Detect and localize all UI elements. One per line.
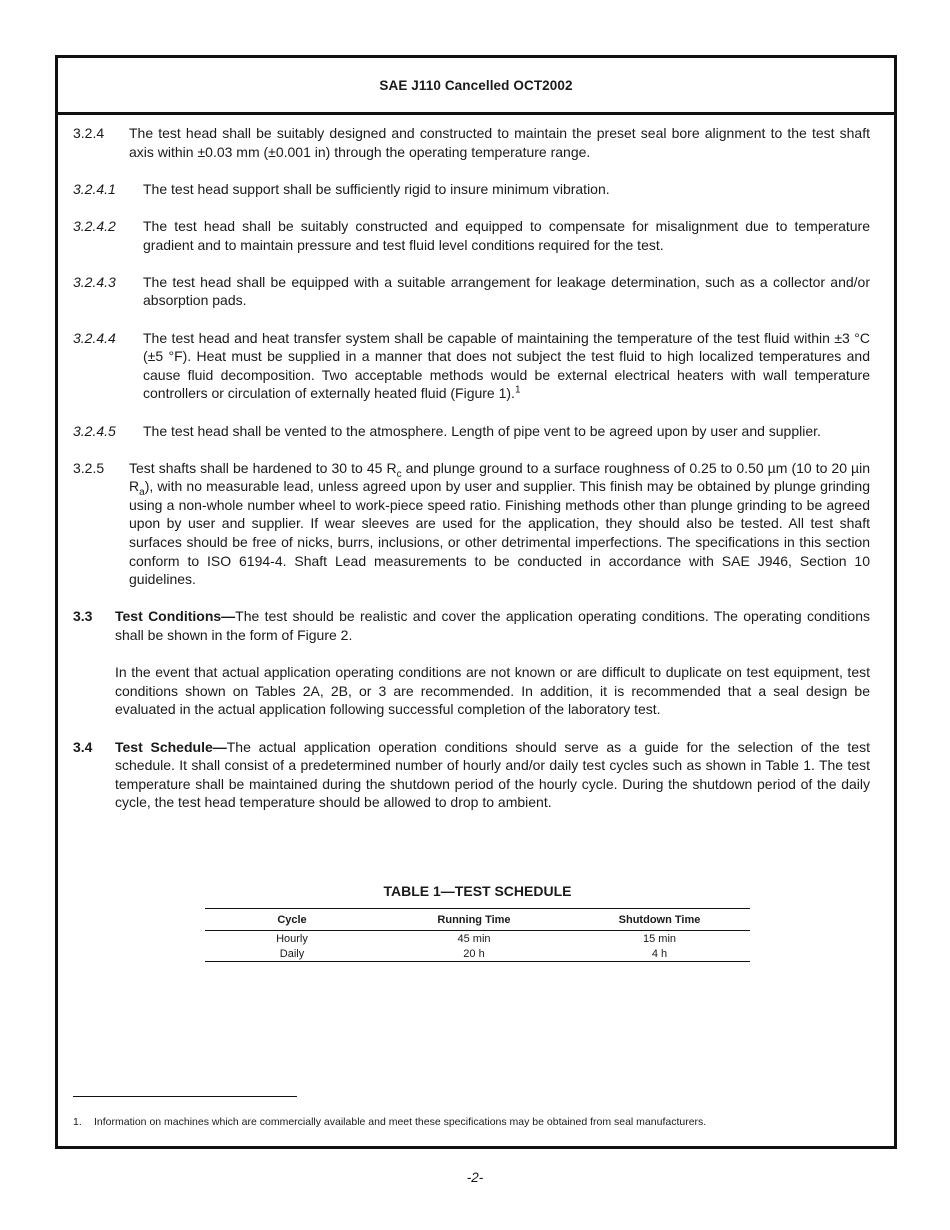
document-header [58,58,894,115]
section-number: 3.2.4.2 [73,217,116,234]
subscript: a [139,487,145,499]
section-number: 3.4 [73,738,93,755]
table-cell: 15 min [642,933,677,945]
table-cell: 4 h [569,946,750,962]
page-frame [55,55,897,1149]
section-text: The test head support shall be sufficiently rigid to insure minimum vibration. [143,180,610,197]
section-text-body: The test head and heat transfer system shall be capable of maintaining the temperature of the test fluid within ±3 °C (±5 °F). Heat must be supplied in a manner that does not subject the test fluid to high localized temperatures and cause fluid decomposition. Two acceptable methods would be external electrical heaters with wall temperature controllers or circulation of externally heated fluid (Figure 1). [143,329,870,402]
text-run: ), with no measurable lead, unless agreed upon by user and supplier. This finish may be obtained by plunge grinding using a non-whole number wheel to work-piece speed ratio. Finishing methods other than plunge grinding to be agreed upon by user and supplier. If wear sleeves are used for the application, they should also be tested. All test shaft surfaces should be free of nicks, burrs, inclusions, or other detrimental imperfections. The specifications in this section conform to ISO 6194-4. Shaft Lead measurements to be conducted in accordance with SAE J946, Section 10 guidelines. [129,478,870,588]
section-3-2-4-1 [73,180,870,199]
section-text: The test head shall be vented to the atmosphere. Length of pipe vent to be agreed upon by user and supplier. [143,422,821,439]
table-cell: 45 min [457,933,491,945]
section-number: 3.2.4 [73,125,105,141]
table-row [205,931,750,947]
table-1 [205,883,750,962]
subscript: c [396,468,402,480]
section-text: The test head shall be equipped with a suitable arrangement for leakage determination, such as a collector and/or absorption pads. [143,273,870,309]
section-number: 3.2.4.4 [73,329,116,346]
footnote-text: Information on machines which are commercially available and meet these specifications may be obtained from seal manufacturers. [94,1116,707,1128]
footnote-divider [73,1096,297,1097]
document-body [73,124,870,831]
table-header-row [205,909,750,931]
section-text-body: The actual application operation conditions should serve as a guide for the selection of the test schedule. It shall consist of a predetermined number of hourly and/or daily test cycles such as shown in Table 1. The test temperature shall be maintained during the shutdown period of the hourly cycle. During the shutdown period of the daily cycle, the test head temperature should be allowed to drop to ambient. [115,738,870,811]
table-cell: Daily [205,946,379,962]
section-text [115,738,870,812]
section-text [115,607,870,644]
section-number: 3.2.4.5 [73,422,116,439]
section-text [129,459,870,589]
test-schedule-table [205,908,750,962]
section-number: 3.2.4.1 [73,180,116,197]
page-number: -2- [466,1170,484,1185]
text-run: and plunge ground to a surface roughness of 0.25 to 0.50 µm (10 to 20 µin R [129,459,871,495]
footnote-reference[interactable]: 1 [514,384,521,396]
section-3-2-4 [73,124,870,161]
footnote-number: 1. [73,1116,82,1128]
column-header-shutdown-time: Shutdown Time [569,909,750,931]
section-number: 3.3 [73,608,93,625]
section-heading: Test Conditions— [115,608,236,625]
section-text [143,329,870,403]
footnote [73,1116,870,1128]
section-text: The test head shall be suitably designed and constructed to maintain the preset seal bore alignment to the test shaft axis within ±0.03 mm (±0.001 in) through the operating temperature range. [129,125,870,160]
section-text-body: The test should be realistic and cover the application operating conditions. The operating conditions shall be shown in the form of Figure 2. [115,608,870,644]
table-row [205,946,750,962]
section-number: 3.2.4.3 [73,273,116,290]
column-header-running-time: Running Time [379,909,569,931]
section-3-3-continuation: In the event that actual application operating conditions are not known or are difficult to duplicate on test equipment, test conditions shown on Tables 2A, 2B, or 3 are recommended. In addition, it is recommended that a seal design be evaluated in the actual application following successful completion of the laboratory test. [115,664,870,718]
section-number: 3.2.5 [73,459,105,476]
section-3-2-4-3 [73,273,870,310]
text-run: Test shafts shall be hardened to 30 to 45 R [129,459,397,476]
section-text: The test head shall be suitably constructed and equipped to compensate for misalignment due to temperature gradient and to maintain pressure and test fluid level conditions required for the test. [143,217,870,253]
section-3-3 [73,607,870,644]
document-title: SAE J110 Cancelled OCT2002 [379,77,573,93]
table-title: TABLE 1—TEST SCHEDULE [383,883,572,899]
section-3-2-4-4 [73,329,870,403]
section-3-2-4-2 [73,217,870,254]
column-header-cycle: Cycle [205,909,379,931]
table-cell: 20 h [379,946,569,962]
table-cell: Hourly [276,933,308,945]
section-3-2-5 [73,459,870,589]
section-3-4 [73,738,870,812]
section-3-2-4-5 [73,422,870,441]
section-heading: Test Schedule— [115,738,227,755]
